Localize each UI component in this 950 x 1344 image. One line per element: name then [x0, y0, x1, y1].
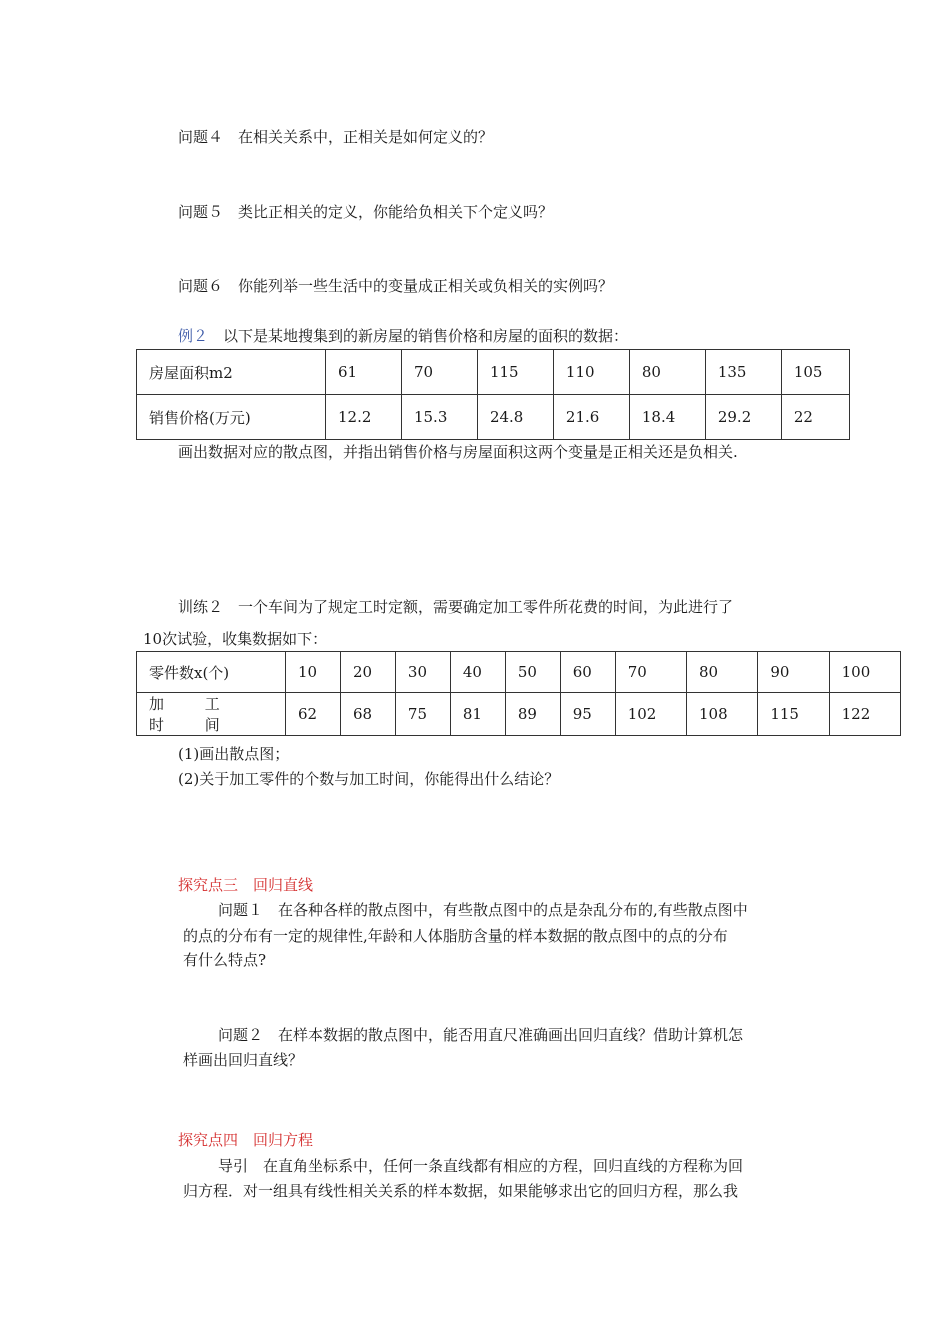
table-cell: 105 — [781, 350, 849, 395]
question-4: 问题４ 在相关关系中，正相关是如何定义的？ — [178, 128, 494, 146]
table-cell: 销售价格(万元) — [137, 395, 326, 440]
table-cell: 115 — [477, 350, 553, 395]
table-cell: 15.3 — [401, 395, 477, 440]
table-cell: 90 — [758, 652, 829, 693]
section-3-question-1-line-2: 的点的分布有一定的规律性,年龄和人体脂肪含量的样本数据的散点图中的点的分布 — [183, 927, 728, 945]
table-cell: 29.2 — [705, 395, 781, 440]
table-cell: 21.6 — [553, 395, 629, 440]
section-3-question-1-line-3: 有什么特点? — [183, 951, 267, 969]
table-cell: 80 — [687, 652, 758, 693]
section-3-question-2-line-2: 样画出回归直线？ — [183, 1051, 304, 1069]
table-cell: 61 — [326, 350, 402, 395]
section-3-question-1-line-1: 问题１ 在各种各样的散点图中，有些散点图中的点是杂乱分布的,有些散点图中 — [218, 901, 748, 919]
parts-data-table — [136, 651, 901, 736]
training-2-question-1: (1)画出散点图； — [178, 745, 290, 763]
table-row — [137, 350, 850, 395]
table-cell: 95 — [560, 693, 615, 736]
table-cell: 50 — [505, 652, 560, 693]
section-4-heading: 探究点四 回归方程 — [178, 1131, 314, 1149]
example-2 — [178, 326, 628, 346]
table-cell: 70 — [615, 652, 686, 693]
table-cell: 80 — [629, 350, 705, 395]
training-2-question-2: (2)关于加工零件的个数与加工时间，你能得出什么结论？ — [178, 770, 560, 788]
table-cell: 110 — [553, 350, 629, 395]
house-data-table — [136, 349, 850, 440]
question-5: 问题５ 类比正相关的定义，你能给负相关下个定义吗？ — [178, 203, 554, 221]
table-cell: 加 工 时 间 — [137, 693, 286, 736]
table-cell: 108 — [687, 693, 758, 736]
example-2-text: 以下是某地搜集到的新房屋的销售价格和房屋的面积的数据： — [223, 327, 629, 345]
table-cell: 10 — [286, 652, 341, 693]
section-4-line-1: 导引 在直角坐标系中，任何一条直线都有相应的方程，回归直线的方程称为回 — [218, 1157, 744, 1175]
table-cell: 68 — [340, 693, 395, 736]
example-2-instruction: 画出数据对应的散点图，并指出销售价格与房屋面积这两个变量是正相关还是负相关. — [178, 443, 738, 461]
table-cell: 24.8 — [477, 395, 553, 440]
table-cell: 122 — [829, 693, 900, 736]
table-cell: 135 — [705, 350, 781, 395]
table-cell: 20 — [340, 652, 395, 693]
table-cell: 12.2 — [326, 395, 402, 440]
table-cell: 100 — [829, 652, 900, 693]
table-cell: 房屋面积m2 — [137, 350, 326, 395]
table-cell: 18.4 — [629, 395, 705, 440]
question-6: 问题６ 你能列举一些生活中的变量成正相关或负相关的实例吗？ — [178, 277, 614, 295]
table-row — [137, 395, 850, 440]
table-cell: 81 — [450, 693, 505, 736]
table-cell: 102 — [615, 693, 686, 736]
training-2-line-2: 10次试验，收集数据如下： — [143, 630, 328, 648]
table-cell: 89 — [505, 693, 560, 736]
example-2-label: 例２ — [178, 327, 209, 345]
table-cell: 62 — [286, 693, 341, 736]
table-row — [137, 652, 901, 693]
table-cell: 22 — [781, 395, 849, 440]
section-4-line-2: 归方程．对一组具有线性相关关系的样本数据，如果能够求出它的回归方程，那么我 — [183, 1182, 739, 1200]
table-cell: 70 — [401, 350, 477, 395]
section-3-question-2-line-1: 问题２ 在样本数据的散点图中，能否用直尺准确画出回归直线？借助计算机怎 — [218, 1026, 744, 1044]
table-row — [137, 693, 901, 736]
table-cell: 60 — [560, 652, 615, 693]
table-cell: 115 — [758, 693, 829, 736]
training-2-line-1: 训练２ 一个车间为了规定工时定额，需要确定加工零件所花费的时间，为此进行了 — [178, 598, 734, 616]
table-cell: 30 — [395, 652, 450, 693]
table-cell: 75 — [395, 693, 450, 736]
section-3-heading: 探究点三 回归直线 — [178, 876, 314, 894]
table-cell: 零件数x(个) — [137, 652, 286, 693]
table-cell: 40 — [450, 652, 505, 693]
